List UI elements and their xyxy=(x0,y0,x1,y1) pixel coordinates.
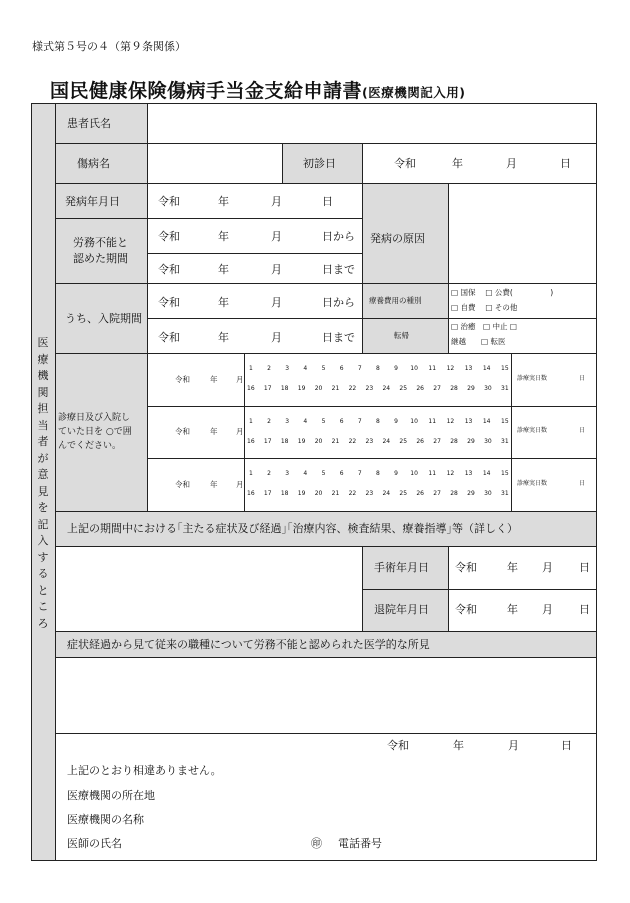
side-label-char: 記 xyxy=(37,517,49,531)
incapacity-until-day: 日まで xyxy=(322,263,355,276)
calendar-day[interactable]: 6 xyxy=(339,470,344,477)
calendar-day[interactable]: 16 xyxy=(247,385,255,392)
side-label-char: と xyxy=(37,583,49,597)
side-label-char: ろ xyxy=(37,616,49,630)
days-count-label: 診療実日数 xyxy=(517,374,548,382)
calendar-day[interactable]: 9 xyxy=(394,365,398,372)
calendar-day[interactable]: 18 xyxy=(280,385,289,392)
calendar-day[interactable]: 4 xyxy=(303,418,308,425)
onset-month: 月 xyxy=(271,195,282,208)
sign-era: 令和 xyxy=(387,739,409,752)
calendar-day[interactable]: 15 xyxy=(501,365,509,372)
calendar-day[interactable]: 11 xyxy=(428,418,437,425)
incapacity-until-month: 月 xyxy=(271,263,282,276)
course-header: 上記の期間中における｢主たる症状及び経過｣｢治療内容、検査結果、療養指導｣等（詳しく） xyxy=(67,522,518,535)
first-visit-year: 年 xyxy=(452,157,463,170)
calendar-day[interactable]: 26 xyxy=(416,490,424,497)
surgery-day: 日 xyxy=(579,561,590,574)
surgery-date-label: 手術年月日 xyxy=(374,561,429,574)
course-field[interactable] xyxy=(56,547,362,631)
calendar-day[interactable]: 28 xyxy=(450,385,458,392)
calendar-day[interactable]: 1 xyxy=(249,365,253,372)
calendar-day[interactable]: 8 xyxy=(376,418,380,425)
calendar-year: 年 xyxy=(210,427,218,436)
calendar-day[interactable]: 5 xyxy=(321,365,326,372)
sign-day: 日 xyxy=(561,739,572,752)
calendar-day[interactable]: 19 xyxy=(297,385,306,392)
calendar-day[interactable]: 5 xyxy=(321,470,326,477)
incapacity-from-day: 日から xyxy=(322,230,355,243)
calendar-day[interactable]: 12 xyxy=(446,470,455,477)
calendar-day[interactable]: 16 xyxy=(247,490,255,497)
discharge-year: 年 xyxy=(507,603,518,616)
calendar-day[interactable]: 27 xyxy=(433,438,441,445)
calendar-day[interactable]: 21 xyxy=(331,385,340,392)
cost-options-line1[interactable]: □ 国保 □ 公費( ) xyxy=(451,288,554,297)
side-label-char: 療 xyxy=(37,352,49,366)
onset-era: 令和 xyxy=(158,195,180,208)
side-label-char: 当 xyxy=(37,418,49,432)
incapacity-until-era: 令和 xyxy=(158,263,180,276)
calendar-day[interactable]: 10 xyxy=(410,470,418,477)
onset-day: 日 xyxy=(322,195,333,208)
incapacity-from-month: 月 xyxy=(271,230,282,243)
calendar-day[interactable]: 29 xyxy=(467,438,475,445)
discharge-era: 令和 xyxy=(455,603,477,616)
calendar-day[interactable]: 7 xyxy=(357,418,362,425)
side-label-char: を xyxy=(37,501,49,514)
address-label: 医療機関の所在地 xyxy=(67,789,155,802)
facility-name-label: 医療機関の名称 xyxy=(67,813,144,826)
calendar-day[interactable]: 20 xyxy=(314,385,323,392)
calendar-day[interactable]: 13 xyxy=(464,365,473,372)
calendar-day[interactable]: 23 xyxy=(365,490,374,497)
calendar-day[interactable]: 25 xyxy=(399,438,408,445)
calendar-day[interactable]: 6 xyxy=(339,365,344,372)
incapacity-from-year: 年 xyxy=(218,230,229,243)
calendar-day[interactable]: 2 xyxy=(267,470,271,477)
calendar-day[interactable]: 24 xyxy=(382,438,391,445)
hospital-from-day: 日から xyxy=(322,296,355,309)
confirm-text: 上記のとおり相違ありません。 xyxy=(67,764,222,777)
first-visit-label: 初診日 xyxy=(303,157,336,170)
patient-name-label: 患者氏名 xyxy=(67,117,111,130)
calendar-day[interactable]: 21 xyxy=(331,438,340,445)
incapacity-from-era: 令和 xyxy=(158,230,180,243)
onset-date-label: 発病年月日 xyxy=(65,195,120,208)
calendar-day[interactable]: 24 xyxy=(382,490,391,497)
discharge-month: 月 xyxy=(542,603,553,616)
calendar-day[interactable]: 13 xyxy=(464,418,473,425)
hospital-period-label: うち、入院期間 xyxy=(65,312,142,325)
calendar-day[interactable]: 1 xyxy=(249,470,253,477)
calendar-day[interactable]: 30 xyxy=(484,385,492,392)
calendar-day[interactable]: 7 xyxy=(357,470,362,477)
hospital-from-year: 年 xyxy=(218,296,229,309)
form-number: 様式第５号の４（第９条関係） xyxy=(32,40,186,53)
calendar-day[interactable]: 11 xyxy=(428,470,437,477)
calendar-day[interactable]: 22 xyxy=(348,490,357,497)
calendar-day[interactable]: 18 xyxy=(280,438,289,445)
disease-name-field[interactable] xyxy=(148,144,282,183)
calendar-era: 令和 xyxy=(175,427,190,436)
incapacity-until-year: 年 xyxy=(218,263,229,276)
page-title xyxy=(50,76,465,103)
calendar-day[interactable]: 17 xyxy=(263,490,272,497)
calendar-day[interactable]: 3 xyxy=(285,418,290,425)
calendar-era: 令和 xyxy=(175,479,190,489)
days-count-unit: 日 xyxy=(579,427,586,434)
phone-label: 電話番号 xyxy=(338,837,382,850)
outcome-options-line1[interactable]: □ 治癒 □ 中止 □ xyxy=(451,322,517,331)
seal-mark: ㊞ xyxy=(311,837,322,850)
surgery-month: 月 xyxy=(542,561,553,574)
side-label-char: が xyxy=(37,451,49,465)
calendar-day[interactable]: 17 xyxy=(263,438,272,445)
calendar-day[interactable]: 4 xyxy=(303,470,308,477)
side-label-char: 入 xyxy=(37,534,49,547)
calendar-day[interactable]: 24 xyxy=(382,385,391,392)
work-incapacity-label-2: 認めた期間 xyxy=(73,252,128,265)
disease-name-label: 傷病名 xyxy=(77,157,110,170)
onset-year: 年 xyxy=(218,195,229,208)
calendar-day[interactable]: 20 xyxy=(314,438,323,445)
calendar-month: 月 xyxy=(236,479,244,489)
hospital-from-era: 令和 xyxy=(158,296,180,309)
days-count-unit: 日 xyxy=(579,374,586,382)
calendar-day[interactable]: 23 xyxy=(365,385,374,392)
calendar-day[interactable]: 17 xyxy=(263,385,272,392)
first-visit-month: 月 xyxy=(506,157,517,170)
first-visit-day: 日 xyxy=(560,157,571,170)
calendar-day[interactable]: 25 xyxy=(399,385,408,392)
onset-cause-field[interactable] xyxy=(449,184,596,283)
calendar-day[interactable]: 19 xyxy=(297,490,306,497)
surgery-era: 令和 xyxy=(455,561,477,574)
first-visit-era: 令和 xyxy=(394,157,416,170)
hospital-until-year: 年 xyxy=(218,331,229,344)
title-sub: (医療機関記入用) xyxy=(362,85,466,100)
hospital-from-month: 月 xyxy=(271,296,282,309)
hospital-until-day: 日まで xyxy=(322,331,355,344)
surgery-year: 年 xyxy=(507,561,518,574)
side-label-char: こ xyxy=(37,600,49,613)
calendar-day[interactable]: 27 xyxy=(433,490,441,497)
side-vertical-label xyxy=(31,103,55,861)
patient-name-field[interactable] xyxy=(148,104,596,143)
calendar-day[interactable]: 7 xyxy=(357,365,362,372)
calendar-day[interactable]: 26 xyxy=(416,438,424,445)
side-label-char: る xyxy=(37,567,49,580)
calendar-month: 月 xyxy=(236,427,244,436)
calendar-day[interactable]: 9 xyxy=(394,470,398,477)
calendar-day[interactable]: 20 xyxy=(314,490,323,497)
side-label-char: 担 xyxy=(37,402,49,415)
calendar-day[interactable]: 21 xyxy=(331,490,340,497)
cost-options-line2[interactable]: □ 自費 □ その他 xyxy=(451,303,518,312)
days-count-label: 診療実日数 xyxy=(517,479,548,487)
hospital-until-month: 月 xyxy=(271,331,282,344)
calendar-day[interactable]: 19 xyxy=(297,438,306,445)
calendar-day[interactable]: 23 xyxy=(365,438,374,445)
calendar-day[interactable]: 10 xyxy=(410,365,418,372)
cost-type-label: 療養費用の種別 xyxy=(369,296,422,305)
calendar-day[interactable]: 14 xyxy=(482,418,491,425)
findings-header: 症状経過から見て従来の職種について労務不能と認められた医学的な所見 xyxy=(67,638,430,651)
days-count-label: 診療実日数 xyxy=(517,427,548,434)
calendar-day[interactable]: 3 xyxy=(285,365,290,372)
calendar-day[interactable]: 18 xyxy=(280,490,289,497)
outcome-options-line2[interactable]: 継越 □ 転医 xyxy=(451,337,506,346)
calendar-day[interactable]: 3 xyxy=(285,470,290,477)
days-count-unit: 日 xyxy=(579,479,586,487)
calendar-day[interactable]: 12 xyxy=(446,365,455,372)
calendar-day[interactable]: 9 xyxy=(394,418,398,425)
side-label-char: 者 xyxy=(37,435,49,448)
findings-field[interactable] xyxy=(56,658,596,733)
discharge-date-label: 退院年月日 xyxy=(374,603,429,616)
calendar-month: 月 xyxy=(236,374,244,384)
calendar-day[interactable]: 22 xyxy=(348,385,357,392)
calendar-day[interactable]: 1 xyxy=(249,418,253,425)
application-form xyxy=(31,103,597,861)
calendar-day[interactable]: 13 xyxy=(464,470,473,477)
calendar-day[interactable]: 31 xyxy=(501,438,509,445)
calendar-day[interactable]: 15 xyxy=(501,470,509,477)
calendar-day[interactable]: 8 xyxy=(376,365,380,372)
visit-days-label-3: んでください。 xyxy=(58,441,122,451)
calendar-day[interactable]: 16 xyxy=(247,438,255,445)
calendar-day[interactable]: 4 xyxy=(303,365,308,372)
calendar-day[interactable]: 29 xyxy=(467,490,475,497)
visit-days-label-2: ていた日を ○で囲 xyxy=(58,427,132,437)
calendar-year: 年 xyxy=(210,479,218,489)
calendar-day[interactable]: 2 xyxy=(267,418,271,425)
calendar-day[interactable]: 11 xyxy=(428,365,437,372)
calendar-day[interactable]: 5 xyxy=(321,418,326,425)
calendar-day[interactable]: 31 xyxy=(501,385,509,392)
visit-days-label-1: 診療日及び入院し xyxy=(58,413,131,423)
calendar-day[interactable]: 10 xyxy=(410,418,418,425)
calendar-day[interactable]: 12 xyxy=(446,418,455,425)
work-incapacity-label-1: 労務不能と xyxy=(73,236,128,249)
calendar-day[interactable]: 6 xyxy=(339,418,344,425)
calendar-day[interactable]: 26 xyxy=(416,385,424,392)
calendar-day[interactable]: 15 xyxy=(501,418,509,425)
outcome-label: 転帰 xyxy=(394,331,409,340)
onset-cause-label: 発病の原因 xyxy=(370,232,425,245)
calendar-year: 年 xyxy=(210,374,218,384)
doctor-name-label: 医師の氏名 xyxy=(67,837,122,850)
calendar-day[interactable]: 31 xyxy=(501,490,509,497)
side-label-char: 機 xyxy=(37,369,49,382)
calendar-day[interactable]: 22 xyxy=(348,438,357,445)
sign-month: 月 xyxy=(508,739,519,752)
calendar-day[interactable]: 14 xyxy=(482,470,491,477)
calendar-day[interactable]: 25 xyxy=(399,490,408,497)
calendar-day[interactable]: 8 xyxy=(376,470,380,477)
calendar-day[interactable]: 2 xyxy=(267,365,271,372)
calendar-day[interactable]: 30 xyxy=(484,438,492,445)
calendar-day[interactable]: 30 xyxy=(484,490,492,497)
side-label-char: 見 xyxy=(37,484,49,498)
title-main: 国民健康保険傷病手当金支給申請書 xyxy=(50,80,363,102)
hospital-until-era: 令和 xyxy=(158,331,180,344)
side-label-char: す xyxy=(37,550,49,564)
calendar-day[interactable]: 14 xyxy=(482,365,491,372)
calendar-day[interactable]: 28 xyxy=(450,490,458,497)
side-label-char: 意 xyxy=(37,468,49,481)
discharge-day: 日 xyxy=(579,603,590,616)
side-label-char: 関 xyxy=(37,385,49,399)
calendar-day[interactable]: 29 xyxy=(467,385,475,392)
calendar-era: 令和 xyxy=(175,374,190,384)
side-label-char: 医 xyxy=(37,336,49,349)
sign-year: 年 xyxy=(453,739,464,752)
calendar-day[interactable]: 28 xyxy=(450,438,458,445)
calendar-day[interactable]: 27 xyxy=(433,385,441,392)
